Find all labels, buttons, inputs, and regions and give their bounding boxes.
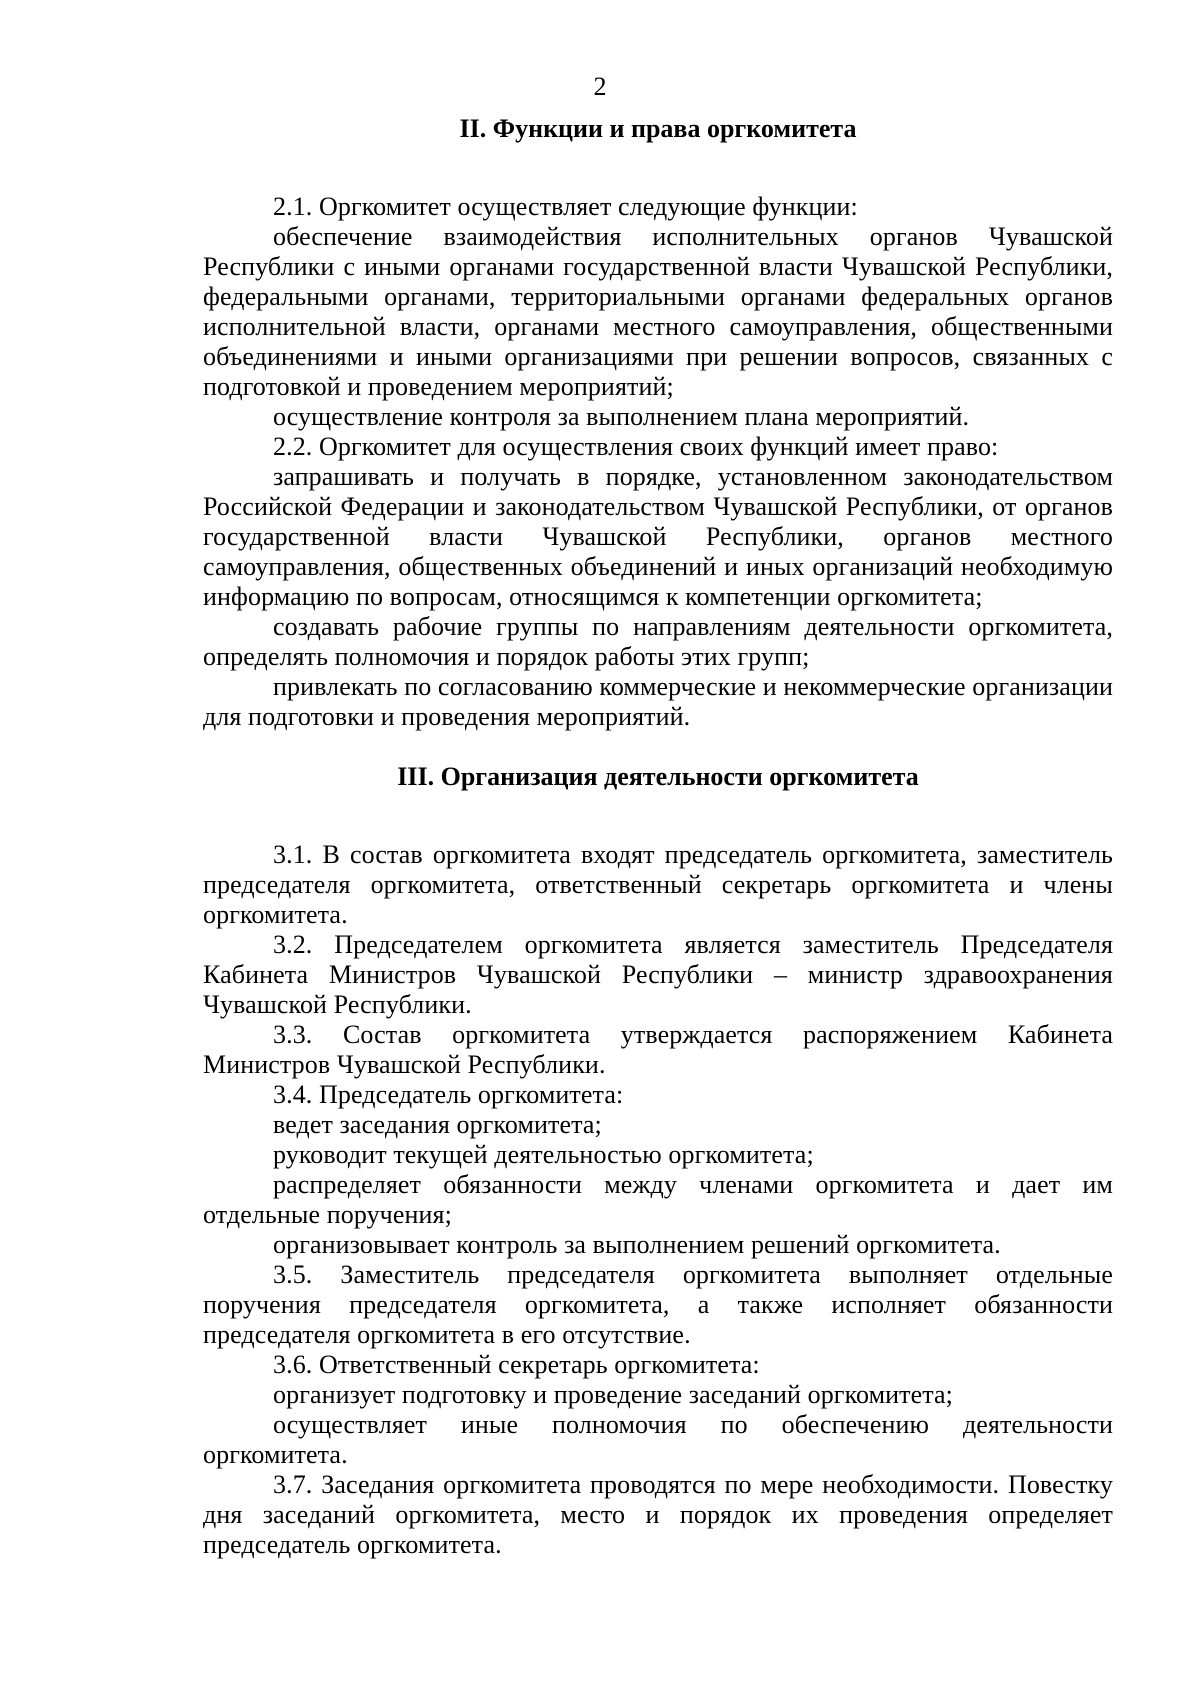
section-3-paragraph: 3.5. Заместитель председателя оргкомитета выполняет отдельные поручения председателя оргкомитета, а также исполняет обязанности председателя оргкомитета в его отсутствие. <box>203 1260 1113 1349</box>
section-2-title: II. Функции и права оргкомитета <box>459 114 857 143</box>
section-3-paragraph: ведет заседания оргкомитета; <box>273 1110 602 1139</box>
section-2-paragraph: обеспечение взаимодействия исполнительных органов Чувашской Республики с иными органами государственной власти Чувашской Республики, федеральными органами, территориальными органами федеральных органов исполнительной власти, органами местного самоуправления, общественными объединениями и иными организациями при решении вопросов, связанных с подготовкой и проведением мероприятий; <box>203 222 1113 401</box>
page-number: 2 <box>593 72 607 101</box>
section-3-paragraph: организует подготовку и проведение заседаний оргкомитета; <box>273 1380 953 1409</box>
document-body <box>203 114 1113 1560</box>
section-3-paragraph: 3.7. Заседания оргкомитета проводятся по мере необходимости. Повестку дня заседаний оргкомитета, место и порядок их проведения определяет председатель оргкомитета. <box>203 1470 1113 1559</box>
section-3-paragraph: организовывает контроль за выполнением решений оргкомитета. <box>273 1230 1001 1259</box>
section-3-paragraph: руководит текущей деятельностью оргкомитета; <box>273 1140 814 1169</box>
section-3-paragraph: 3.1. В состав оргкомитета входят председатель оргкомитета, заместитель председателя оргкомитета, ответственный секретарь оргкомитета и члены оргкомитета. <box>203 840 1113 929</box>
section-2-paragraph: запрашивать и получать в порядке, установленном законодательством Российской Федерации и законодательством Чувашской Республики, от органов государственной власти Чувашской Республики, органов местного самоуправления, общественных объединений и иных организаций необходимую информацию по вопросам, относящимся к компетенции оргкомитета; <box>203 462 1113 611</box>
section-3-paragraph: распределяет обязанности между членами оргкомитета и дает им отдельные поручения; <box>203 1170 1113 1229</box>
section-3-paragraph: 3.4. Председатель оргкомитета: <box>273 1080 624 1109</box>
section-2-paragraph: осуществление контроля за выполнением плана мероприятий. <box>273 402 970 431</box>
section-3-paragraph: 3.2. Председателем оргкомитета является заместитель Председателя Кабинета Министров Чувашской Республики – министр здравоохранения Чувашской Республики. <box>203 930 1113 1019</box>
section-3-paragraph: осуществляет иные полномочия по обеспечению деятельности оргкомитета. <box>203 1410 1113 1469</box>
section-3-paragraph: 3.3. Состав оргкомитета утверждается распоряжением Кабинета Министров Чувашской Республики. <box>203 1020 1113 1079</box>
section-2-paragraph: 2.2. Оргкомитет для осуществления своих функций имеет право: <box>273 432 999 461</box>
section-2-paragraph: создавать рабочие группы по направлениям деятельности оргкомитета, определять полномочия и порядок работы этих групп; <box>203 612 1113 671</box>
section-2-paragraph: 2.1. Оргкомитет осуществляет следующие функции: <box>273 192 858 221</box>
section-3-title: III. Организация деятельности оргкомитета <box>397 762 919 791</box>
section-3-paragraph: 3.6. Ответственный секретарь оргкомитета: <box>273 1350 760 1379</box>
section-2-paragraph: привлекать по согласованию коммерческие и некоммерческие организации для подготовки и проведения мероприятий. <box>203 672 1113 731</box>
